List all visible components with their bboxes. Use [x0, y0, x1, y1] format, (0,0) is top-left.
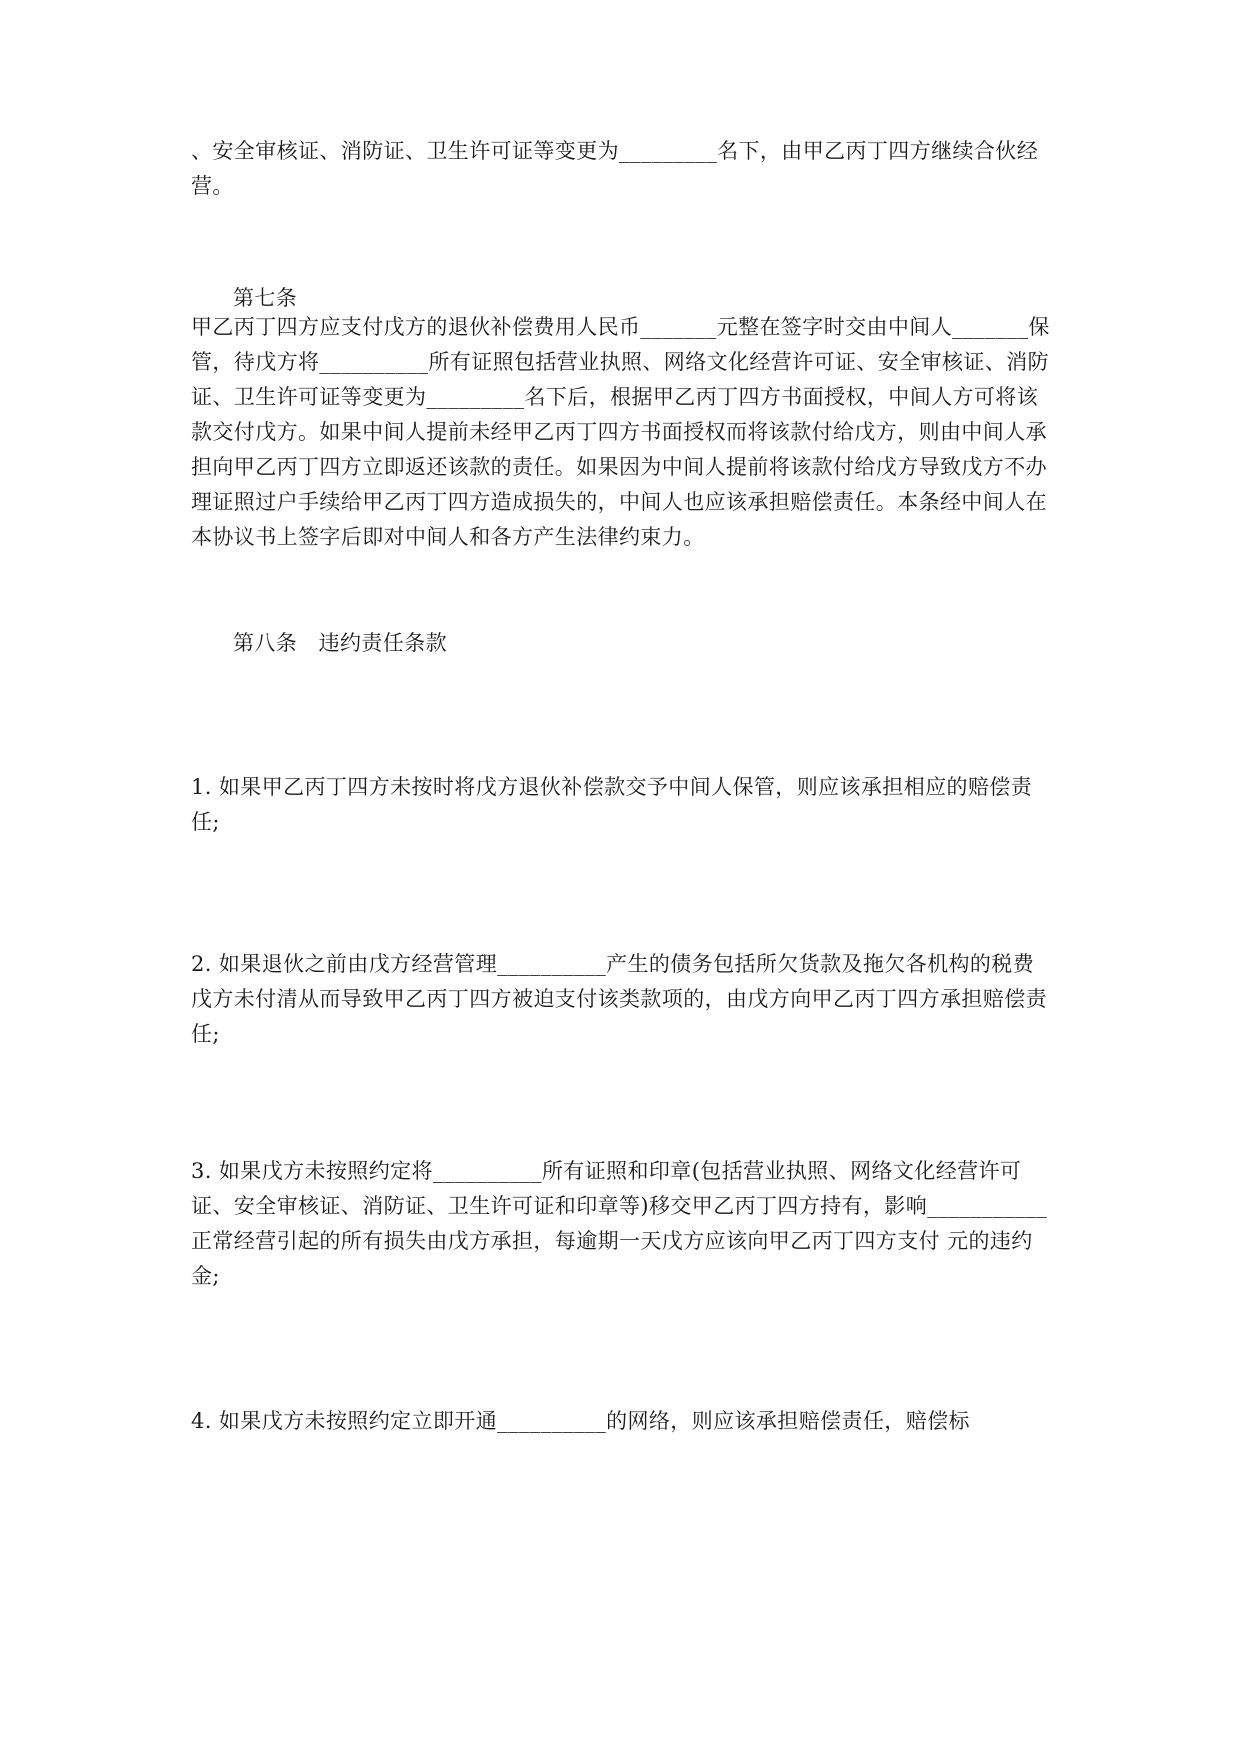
- clause-item-2: 2. 如果退伙之前由戊方经营管理__________产生的债务包括所欠货款及拖欠各机构的税费戊方未付清从而导致甲乙丙丁四方被迫支付该类款项的，由戊方向甲乙丙丁四方承担赔偿责任;: [191, 952, 1047, 1046]
- article-7-body: 甲乙丙丁四方应支付戊方的退伙补偿费用人民币_______元整在签字时交由中间人_______保管，待戊方将__________所有证照包括营业执照、网络文化经营许可证、安全审核证、消防证、卫生许可证等变更为_________名下后，根据甲乙丙丁四方书面授权，中间人方可将该款交付戊方。如果中间人提前未经甲乙丙丁四方书面授权而将该款付给戊方，则由中间人承担向甲乙丙丁四方立即返还该款的责任。如果因为中间人提前将该款付给戊方导致戊方不办理证照过户手续给甲乙丙丁四方造成损失的，中间人也应该承担赔偿责任。本条经中间人在本协议书上签字后即对中间人和各方产生法律约束力。: [191, 315, 1050, 549]
- article-7-title: 第七条: [233, 286, 298, 310]
- clause-item-3: 3. 如果戊方未按照约定将__________所有证照和印章(包括营业执照、网络文化经营许可证、安全审核证、消防证、卫生许可证和印章等)移交甲乙丙丁四方持有，影响___________正常经营引起的所有损失由戊方承担，每逾期一天戊方应该向甲乙丙丁四方支付 元的违约金;: [191, 1159, 1048, 1288]
- clause-item-4: 4. 如果戊方未按照约定立即开通__________的网络，则应该承担赔偿责任，赔偿标: [191, 1409, 970, 1433]
- paragraph-continuation: 、安全审核证、消防证、卫生许可证等变更为_________名下，由甲乙丙丁四方继续合伙经营。: [191, 139, 1039, 198]
- article-8-title: 第八条 违约责任条款: [233, 631, 447, 655]
- clause-item-1: 1. 如果甲乙丙丁四方未按时将戊方退伙补偿款交予中间人保管，则应该承担相应的赔偿责任;: [191, 775, 1033, 834]
